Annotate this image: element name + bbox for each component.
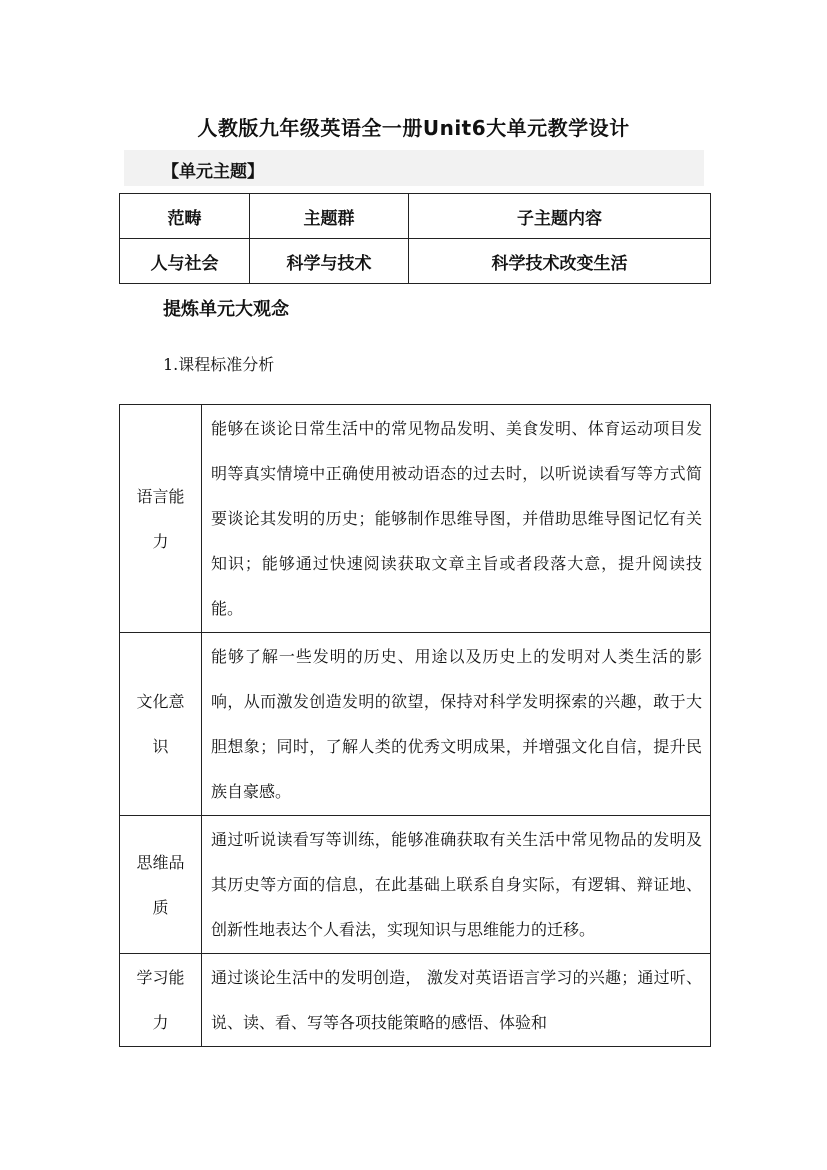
header-cell-category: 范畴 (120, 194, 250, 239)
cell-subtheme: 科学技术改变生活 (409, 239, 711, 284)
big-idea-heading: 提炼单元大观念 (163, 299, 289, 320)
cell-category: 人与社会 (120, 239, 250, 284)
row-text-culture: 能够了解一些发明的历史、用途以及历史上的发明对人类生活的影响，从而激发创造发明的欲望，保持对科学发明探索的兴趣，敢于大胆想象；同时，了解人类的优秀文明成果，并增强文化自信，提升民族自豪感。 (202, 633, 711, 816)
header-cell-subtheme: 子主题内容 (409, 194, 711, 239)
table-row (120, 816, 711, 954)
header-cell-theme-group: 主题群 (250, 194, 409, 239)
section-header-label: 【单元主题】 (162, 162, 264, 182)
row-label-language: 语言能力 (120, 405, 202, 633)
row-text-language: 能够在谈论日常生活中的常见物品发明、美食发明、体育运动项目发明等真实情境中正确使用被动语态的过去时，以听说读看写等方式简要谈论其发明的历史；能够制作思维导图，并借助思维导图记忆有关知识；能够通过快速阅读获取文章主旨或者段落大意，提升阅读技能。 (202, 405, 711, 633)
curriculum-analysis-table (119, 404, 711, 1047)
theme-table-row (120, 239, 711, 284)
theme-table-header-row (120, 194, 711, 239)
row-text-learning: 通过谈论生活中的发明创造， 激发对英语语言学习的兴趣；通过听、说、读、看、写等各项技能策略的感悟、体验和 (202, 954, 711, 1047)
table-row (120, 405, 711, 633)
table-row (120, 954, 711, 1047)
table-row (120, 633, 711, 816)
curriculum-analysis-heading: 1.课程标准分析 (163, 355, 275, 374)
cell-theme-group: 科学与技术 (250, 239, 409, 284)
row-label-thinking: 思维品质 (120, 816, 202, 954)
row-label-culture: 文化意识 (120, 633, 202, 816)
row-label-learning: 学习能力 (120, 954, 202, 1047)
row-text-thinking: 通过听说读看写等训练，能够准确获取有关生活中常见物品的发明及其历史等方面的信息，在此基础上联系自身实际，有逻辑、辩证地、创新性地表达个人看法，实现知识与思维能力的迁移。 (202, 816, 711, 954)
theme-table (119, 193, 711, 284)
document-title: 人教版九年级英语全一册Unit6大单元教学设计 (197, 116, 630, 140)
section-header-bar (124, 150, 704, 186)
